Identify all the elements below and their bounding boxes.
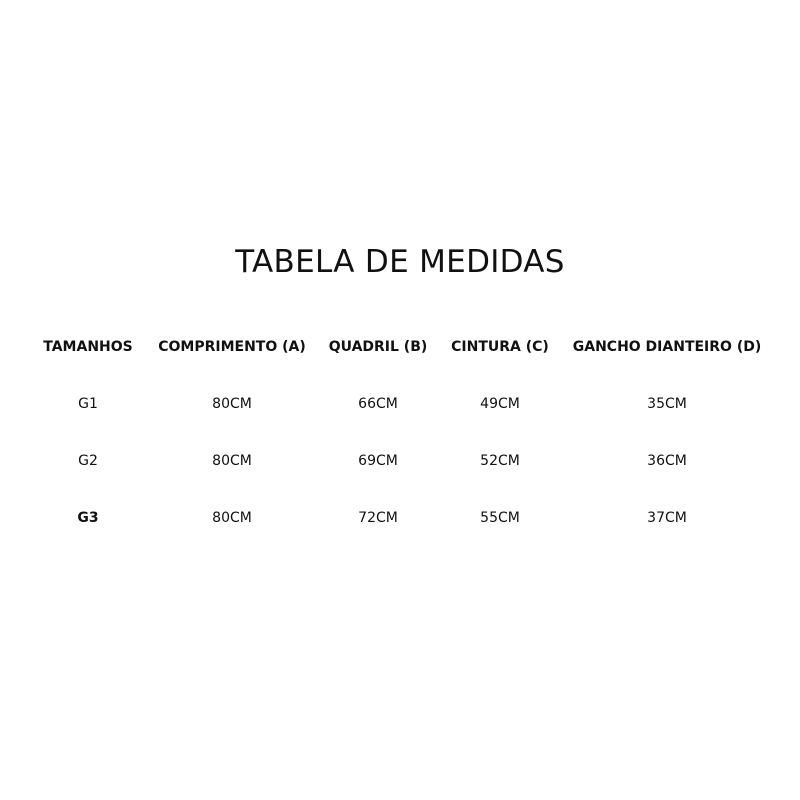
quadril-value: 72CM — [358, 510, 398, 526]
gancho-value: 35CM — [647, 396, 687, 412]
header-comprimento: COMPRIMENTO (A) — [158, 339, 306, 355]
comprimento-value: 80CM — [212, 453, 252, 469]
header-quadril: QUADRIL (B) — [328, 339, 428, 355]
comprimento-value: 80CM — [212, 510, 252, 526]
header-gancho-dianteiro: GANCHO DIANTEIRO (D) — [572, 339, 762, 355]
quadril-value: 69CM — [358, 453, 398, 469]
page-title: TABELA DE MEDIDAS — [235, 244, 565, 280]
size-label: G2 — [78, 453, 98, 469]
header-cintura: CINTURA (C) — [451, 339, 549, 355]
cintura-value: 55CM — [480, 510, 520, 526]
comprimento-value: 80CM — [212, 396, 252, 412]
size-label: G3 — [77, 510, 99, 526]
header-tamanhos: TAMANHOS — [43, 339, 133, 355]
cintura-value: 52CM — [480, 453, 520, 469]
gancho-value: 37CM — [647, 510, 687, 526]
cintura-value: 49CM — [480, 396, 520, 412]
quadril-value: 66CM — [358, 396, 398, 412]
size-label: G1 — [78, 396, 98, 412]
gancho-value: 36CM — [647, 453, 687, 469]
